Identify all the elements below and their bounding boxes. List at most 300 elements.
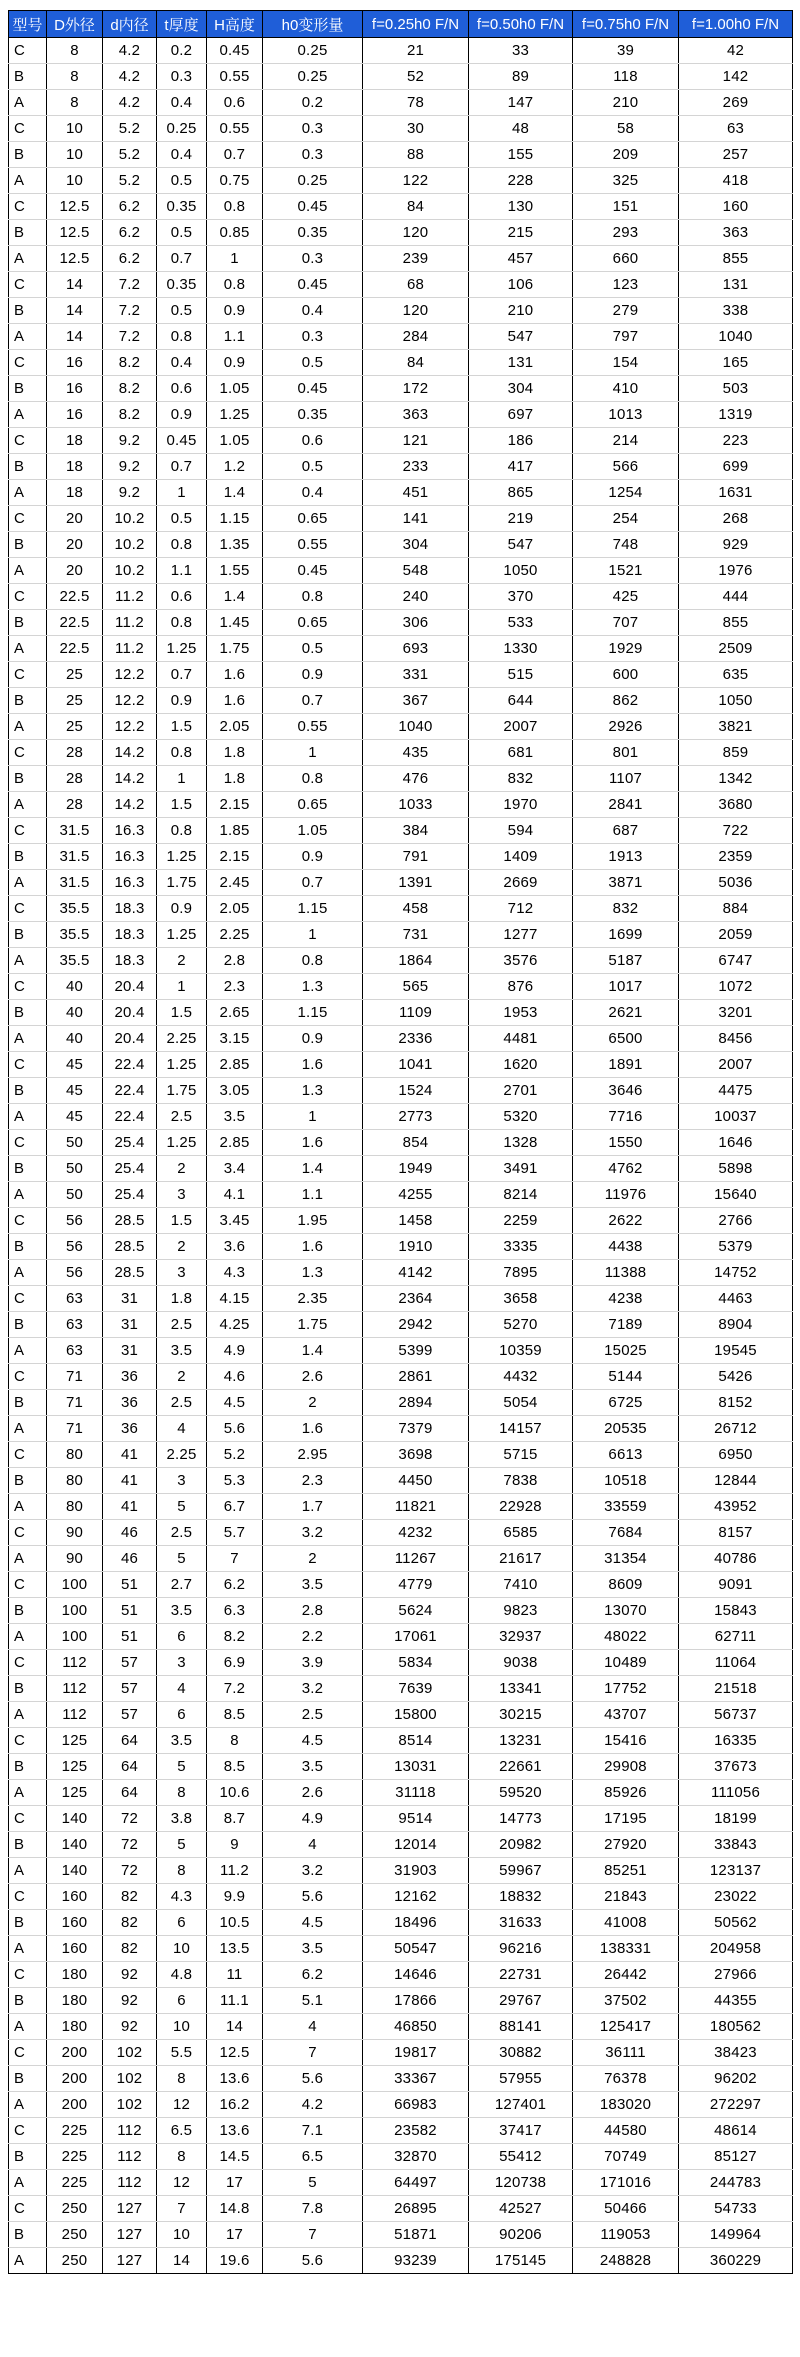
table-row [9, 480, 793, 506]
cell-force-100: 884 [679, 896, 793, 922]
cell-height: 5.7 [207, 1520, 263, 1546]
cell-deformation: 4.9 [263, 1806, 363, 1832]
cell-force-025: 8514 [363, 1728, 469, 1754]
cell-force-025: 5834 [363, 1650, 469, 1676]
cell-force-050: 14157 [469, 1416, 573, 1442]
cell-outer-diameter: 8 [47, 64, 103, 90]
cell-force-025: 239 [363, 246, 469, 272]
cell-force-050: 1970 [469, 792, 573, 818]
cell-force-100: 2007 [679, 1052, 793, 1078]
cell-force-025: 1910 [363, 1234, 469, 1260]
cell-type: A [9, 948, 47, 974]
cell-inner-diameter: 16.3 [103, 870, 157, 896]
cell-deformation: 2.8 [263, 1598, 363, 1624]
cell-height: 0.45 [207, 38, 263, 64]
cell-type: A [9, 168, 47, 194]
cell-outer-diameter: 10 [47, 168, 103, 194]
cell-force-050: 155 [469, 142, 573, 168]
cell-type: A [9, 1546, 47, 1572]
cell-force-075: 21843 [573, 1884, 679, 1910]
cell-outer-diameter: 125 [47, 1754, 103, 1780]
cell-force-050: 533 [469, 610, 573, 636]
cell-thickness: 14 [157, 2248, 207, 2274]
cell-force-025: 12162 [363, 1884, 469, 1910]
cell-thickness: 0.25 [157, 116, 207, 142]
cell-height: 13.6 [207, 2118, 263, 2144]
cell-force-100: 180562 [679, 2014, 793, 2040]
cell-force-050: 20982 [469, 1832, 573, 1858]
cell-type: A [9, 1026, 47, 1052]
cell-force-025: 548 [363, 558, 469, 584]
cell-inner-diameter: 36 [103, 1364, 157, 1390]
cell-force-075: 119053 [573, 2222, 679, 2248]
cell-force-100: 16335 [679, 1728, 793, 1754]
cell-height: 1.05 [207, 376, 263, 402]
cell-deformation: 0.3 [263, 324, 363, 350]
cell-type: A [9, 2014, 47, 2040]
cell-outer-diameter: 40 [47, 1026, 103, 1052]
cell-outer-diameter: 180 [47, 2014, 103, 2040]
cell-inner-diameter: 57 [103, 1650, 157, 1676]
cell-force-075: 118 [573, 64, 679, 90]
cell-height: 14 [207, 2014, 263, 2040]
cell-force-025: 2364 [363, 1286, 469, 1312]
cell-type: C [9, 350, 47, 376]
cell-force-100: 111056 [679, 1780, 793, 1806]
cell-type: C [9, 974, 47, 1000]
table-row [9, 558, 793, 584]
cell-deformation: 1 [263, 922, 363, 948]
cell-force-075: 41008 [573, 1910, 679, 1936]
cell-deformation: 4 [263, 1832, 363, 1858]
cell-force-100: 269 [679, 90, 793, 116]
cell-inner-diameter: 41 [103, 1494, 157, 1520]
cell-force-050: 210 [469, 298, 573, 324]
cell-force-075: 797 [573, 324, 679, 350]
cell-type: B [9, 1910, 47, 1936]
cell-force-050: 55412 [469, 2144, 573, 2170]
cell-outer-diameter: 31.5 [47, 844, 103, 870]
cell-force-025: 17866 [363, 1988, 469, 2014]
cell-force-025: 331 [363, 662, 469, 688]
cell-type: A [9, 402, 47, 428]
cell-force-075: 209 [573, 142, 679, 168]
cell-force-075: 10518 [573, 1468, 679, 1494]
cell-force-025: 13031 [363, 1754, 469, 1780]
cell-force-025: 731 [363, 922, 469, 948]
header-type: 型号 [9, 11, 47, 38]
cell-height: 7 [207, 1546, 263, 1572]
cell-thickness: 0.8 [157, 324, 207, 350]
cell-deformation: 0.35 [263, 402, 363, 428]
cell-thickness: 10 [157, 1936, 207, 1962]
cell-inner-diameter: 25.4 [103, 1130, 157, 1156]
cell-thickness: 12 [157, 2170, 207, 2196]
cell-deformation: 4.5 [263, 1728, 363, 1754]
cell-outer-diameter: 20 [47, 558, 103, 584]
cell-force-050: 175145 [469, 2248, 573, 2274]
cell-type: C [9, 1884, 47, 1910]
cell-thickness: 0.7 [157, 662, 207, 688]
table-row [9, 1546, 793, 1572]
table-row [9, 1208, 793, 1234]
table-row [9, 1988, 793, 2014]
cell-thickness: 0.7 [157, 454, 207, 480]
cell-inner-diameter: 31 [103, 1312, 157, 1338]
cell-type: C [9, 584, 47, 610]
cell-inner-diameter: 12.2 [103, 714, 157, 740]
table-row [9, 792, 793, 818]
cell-height: 13.6 [207, 2066, 263, 2092]
cell-force-025: 2773 [363, 1104, 469, 1130]
cell-force-100: 859 [679, 740, 793, 766]
cell-force-100: 5379 [679, 1234, 793, 1260]
cell-force-050: 1330 [469, 636, 573, 662]
cell-type: B [9, 454, 47, 480]
cell-force-100: 40786 [679, 1546, 793, 1572]
cell-type: C [9, 2040, 47, 2066]
cell-force-100: 62711 [679, 1624, 793, 1650]
cell-force-075: 279 [573, 298, 679, 324]
cell-height: 6.2 [207, 1572, 263, 1598]
cell-force-025: 31118 [363, 1780, 469, 1806]
cell-force-100: 8456 [679, 1026, 793, 1052]
cell-type: A [9, 1182, 47, 1208]
cell-force-050: 22731 [469, 1962, 573, 1988]
cell-force-075: 1521 [573, 558, 679, 584]
cell-deformation: 4.5 [263, 1910, 363, 1936]
cell-type: C [9, 1572, 47, 1598]
cell-force-050: 1050 [469, 558, 573, 584]
cell-force-075: 1913 [573, 844, 679, 870]
cell-height: 2.05 [207, 896, 263, 922]
cell-force-100: 142 [679, 64, 793, 90]
cell-force-050: 18832 [469, 1884, 573, 1910]
cell-force-050: 1328 [469, 1130, 573, 1156]
cell-force-050: 304 [469, 376, 573, 402]
cell-force-050: 2701 [469, 1078, 573, 1104]
table-row [9, 1260, 793, 1286]
cell-force-075: 862 [573, 688, 679, 714]
cell-force-100: 6747 [679, 948, 793, 974]
cell-thickness: 0.5 [157, 220, 207, 246]
cell-height: 0.75 [207, 168, 263, 194]
cell-deformation: 0.9 [263, 844, 363, 870]
cell-inner-diameter: 8.2 [103, 376, 157, 402]
cell-outer-diameter: 14 [47, 272, 103, 298]
cell-type: C [9, 1442, 47, 1468]
cell-height: 6.3 [207, 1598, 263, 1624]
cell-force-100: 6950 [679, 1442, 793, 1468]
cell-deformation: 1.1 [263, 1182, 363, 1208]
cell-force-075: 1891 [573, 1052, 679, 1078]
cell-height: 1.45 [207, 610, 263, 636]
cell-force-100: 223 [679, 428, 793, 454]
cell-height: 1.15 [207, 506, 263, 532]
cell-outer-diameter: 12.5 [47, 220, 103, 246]
cell-type: C [9, 506, 47, 532]
cell-height: 2.85 [207, 1130, 263, 1156]
table-row [9, 220, 793, 246]
cell-outer-diameter: 250 [47, 2222, 103, 2248]
cell-height: 1.6 [207, 688, 263, 714]
cell-deformation: 7.8 [263, 2196, 363, 2222]
cell-height: 17 [207, 2222, 263, 2248]
cell-thickness: 2 [157, 948, 207, 974]
cell-deformation: 0.8 [263, 948, 363, 974]
cell-force-025: 4450 [363, 1468, 469, 1494]
cell-deformation: 0.5 [263, 454, 363, 480]
cell-force-075: 1107 [573, 766, 679, 792]
cell-deformation: 1.3 [263, 974, 363, 1000]
cell-inner-diameter: 5.2 [103, 116, 157, 142]
cell-force-025: 435 [363, 740, 469, 766]
cell-type: A [9, 1260, 47, 1286]
cell-force-025: 240 [363, 584, 469, 610]
cell-force-075: 70749 [573, 2144, 679, 2170]
cell-force-025: 1864 [363, 948, 469, 974]
cell-outer-diameter: 180 [47, 1962, 103, 1988]
cell-type: C [9, 116, 47, 142]
cell-force-050: 96216 [469, 1936, 573, 1962]
cell-outer-diameter: 100 [47, 1572, 103, 1598]
cell-force-075: 3871 [573, 870, 679, 896]
cell-outer-diameter: 12.5 [47, 246, 103, 272]
cell-thickness: 4 [157, 1676, 207, 1702]
cell-inner-diameter: 82 [103, 1936, 157, 1962]
cell-force-075: 76378 [573, 2066, 679, 2092]
cell-height: 5.6 [207, 1416, 263, 1442]
cell-force-025: 1391 [363, 870, 469, 896]
cell-force-100: 268 [679, 506, 793, 532]
cell-force-025: 50547 [363, 1936, 469, 1962]
cell-force-025: 233 [363, 454, 469, 480]
cell-outer-diameter: 50 [47, 1182, 103, 1208]
table-row [9, 2170, 793, 2196]
cell-type: C [9, 194, 47, 220]
cell-force-100: 8152 [679, 1390, 793, 1416]
cell-thickness: 6 [157, 1624, 207, 1650]
cell-force-025: 565 [363, 974, 469, 1000]
cell-deformation: 1.6 [263, 1234, 363, 1260]
cell-force-025: 306 [363, 610, 469, 636]
cell-outer-diameter: 28 [47, 766, 103, 792]
cell-height: 8.2 [207, 1624, 263, 1650]
table-row [9, 2118, 793, 2144]
cell-force-075: 44580 [573, 2118, 679, 2144]
cell-force-100: 2059 [679, 922, 793, 948]
cell-force-075: 1013 [573, 402, 679, 428]
cell-force-100: 43952 [679, 1494, 793, 1520]
table-row [9, 610, 793, 636]
cell-outer-diameter: 63 [47, 1338, 103, 1364]
cell-force-100: 14752 [679, 1260, 793, 1286]
header-thickness: t厚度 [157, 11, 207, 38]
cell-thickness: 2.5 [157, 1520, 207, 1546]
cell-force-100: 3201 [679, 1000, 793, 1026]
cell-force-100: 503 [679, 376, 793, 402]
cell-force-025: 451 [363, 480, 469, 506]
cell-inner-diameter: 14.2 [103, 740, 157, 766]
table-row [9, 1312, 793, 1338]
cell-type: A [9, 90, 47, 116]
cell-force-075: 801 [573, 740, 679, 766]
table-row [9, 2040, 793, 2066]
cell-force-025: 854 [363, 1130, 469, 1156]
cell-type: C [9, 272, 47, 298]
cell-force-075: 410 [573, 376, 679, 402]
cell-thickness: 3 [157, 1260, 207, 1286]
cell-outer-diameter: 100 [47, 1624, 103, 1650]
cell-force-075: 687 [573, 818, 679, 844]
table-row [9, 1832, 793, 1858]
cell-height: 4.6 [207, 1364, 263, 1390]
cell-height: 0.55 [207, 64, 263, 90]
cell-deformation: 0.55 [263, 714, 363, 740]
cell-force-100: 27966 [679, 1962, 793, 1988]
cell-force-100: 1072 [679, 974, 793, 1000]
cell-outer-diameter: 40 [47, 1000, 103, 1026]
cell-force-050: 131 [469, 350, 573, 376]
cell-force-100: 2766 [679, 1208, 793, 1234]
cell-type: B [9, 142, 47, 168]
cell-type: B [9, 922, 47, 948]
cell-type: A [9, 1936, 47, 1962]
cell-thickness: 5 [157, 1546, 207, 1572]
cell-inner-diameter: 4.2 [103, 64, 157, 90]
cell-force-025: 52 [363, 64, 469, 90]
cell-force-100: 38423 [679, 2040, 793, 2066]
cell-force-050: 547 [469, 532, 573, 558]
cell-thickness: 3 [157, 1650, 207, 1676]
cell-type: C [9, 1728, 47, 1754]
table-row [9, 90, 793, 116]
cell-outer-diameter: 160 [47, 1884, 103, 1910]
cell-type: C [9, 740, 47, 766]
table-row [9, 1026, 793, 1052]
cell-force-050: 14773 [469, 1806, 573, 1832]
table-row [9, 2196, 793, 2222]
cell-force-025: 1040 [363, 714, 469, 740]
cell-deformation: 0.4 [263, 298, 363, 324]
cell-thickness: 1.1 [157, 558, 207, 584]
cell-force-075: 1699 [573, 922, 679, 948]
cell-force-100: 204958 [679, 1936, 793, 1962]
cell-force-075: 210 [573, 90, 679, 116]
cell-height: 4.9 [207, 1338, 263, 1364]
cell-force-050: 5054 [469, 1390, 573, 1416]
cell-outer-diameter: 250 [47, 2196, 103, 2222]
cell-type: B [9, 766, 47, 792]
cell-force-025: 1458 [363, 1208, 469, 1234]
cell-type: B [9, 1234, 47, 1260]
cell-force-075: 58 [573, 116, 679, 142]
cell-thickness: 0.5 [157, 168, 207, 194]
cell-type: C [9, 2118, 47, 2144]
cell-force-050: 130 [469, 194, 573, 220]
cell-force-025: 2336 [363, 1026, 469, 1052]
cell-force-050: 7838 [469, 1468, 573, 1494]
table-row [9, 766, 793, 792]
cell-thickness: 2.25 [157, 1026, 207, 1052]
cell-force-050: 215 [469, 220, 573, 246]
cell-force-100: 722 [679, 818, 793, 844]
table-row [9, 246, 793, 272]
header-force-050: f=0.50h0 F/N [469, 11, 573, 38]
cell-deformation: 0.65 [263, 506, 363, 532]
table-row [9, 1780, 793, 1806]
cell-force-100: 1976 [679, 558, 793, 584]
cell-outer-diameter: 80 [47, 1468, 103, 1494]
cell-deformation: 4 [263, 2014, 363, 2040]
cell-deformation: 2.5 [263, 1702, 363, 1728]
cell-force-075: 5187 [573, 948, 679, 974]
cell-force-050: 29767 [469, 1988, 573, 2014]
cell-type: C [9, 818, 47, 844]
cell-height: 0.8 [207, 194, 263, 220]
cell-type: C [9, 1130, 47, 1156]
cell-force-025: 23582 [363, 2118, 469, 2144]
cell-height: 1.75 [207, 636, 263, 662]
cell-outer-diameter: 22.5 [47, 636, 103, 662]
cell-deformation: 0.35 [263, 220, 363, 246]
cell-thickness: 0.35 [157, 272, 207, 298]
cell-outer-diameter: 25 [47, 662, 103, 688]
cell-force-050: 5320 [469, 1104, 573, 1130]
cell-force-050: 21617 [469, 1546, 573, 1572]
cell-type: C [9, 38, 47, 64]
cell-inner-diameter: 10.2 [103, 506, 157, 532]
table-row [9, 1052, 793, 1078]
cell-deformation: 1.95 [263, 1208, 363, 1234]
cell-force-025: 68 [363, 272, 469, 298]
table-row [9, 1936, 793, 1962]
cell-outer-diameter: 28 [47, 740, 103, 766]
cell-height: 1.05 [207, 428, 263, 454]
cell-deformation: 1.75 [263, 1312, 363, 1338]
cell-thickness: 0.4 [157, 350, 207, 376]
cell-outer-diameter: 200 [47, 2092, 103, 2118]
cell-force-075: 3646 [573, 1078, 679, 1104]
cell-type: A [9, 714, 47, 740]
cell-force-025: 1524 [363, 1078, 469, 1104]
cell-type: B [9, 1312, 47, 1338]
table-row [9, 168, 793, 194]
cell-force-050: 9038 [469, 1650, 573, 1676]
cell-force-075: 33559 [573, 1494, 679, 1520]
cell-height: 2.15 [207, 844, 263, 870]
table-row [9, 64, 793, 90]
table-row [9, 1910, 793, 1936]
cell-force-050: 8214 [469, 1182, 573, 1208]
cell-force-050: 876 [469, 974, 573, 1000]
cell-inner-diameter: 25.4 [103, 1182, 157, 1208]
cell-inner-diameter: 14.2 [103, 792, 157, 818]
cell-outer-diameter: 16 [47, 402, 103, 428]
cell-force-075: 13070 [573, 1598, 679, 1624]
cell-force-025: 12014 [363, 1832, 469, 1858]
cell-force-025: 19817 [363, 2040, 469, 2066]
cell-type: A [9, 1702, 47, 1728]
cell-outer-diameter: 225 [47, 2118, 103, 2144]
cell-type: B [9, 610, 47, 636]
cell-force-100: 5898 [679, 1156, 793, 1182]
table-row [9, 1806, 793, 1832]
cell-thickness: 2.5 [157, 1390, 207, 1416]
cell-thickness: 0.8 [157, 740, 207, 766]
cell-height: 3.05 [207, 1078, 263, 1104]
cell-force-075: 17195 [573, 1806, 679, 1832]
